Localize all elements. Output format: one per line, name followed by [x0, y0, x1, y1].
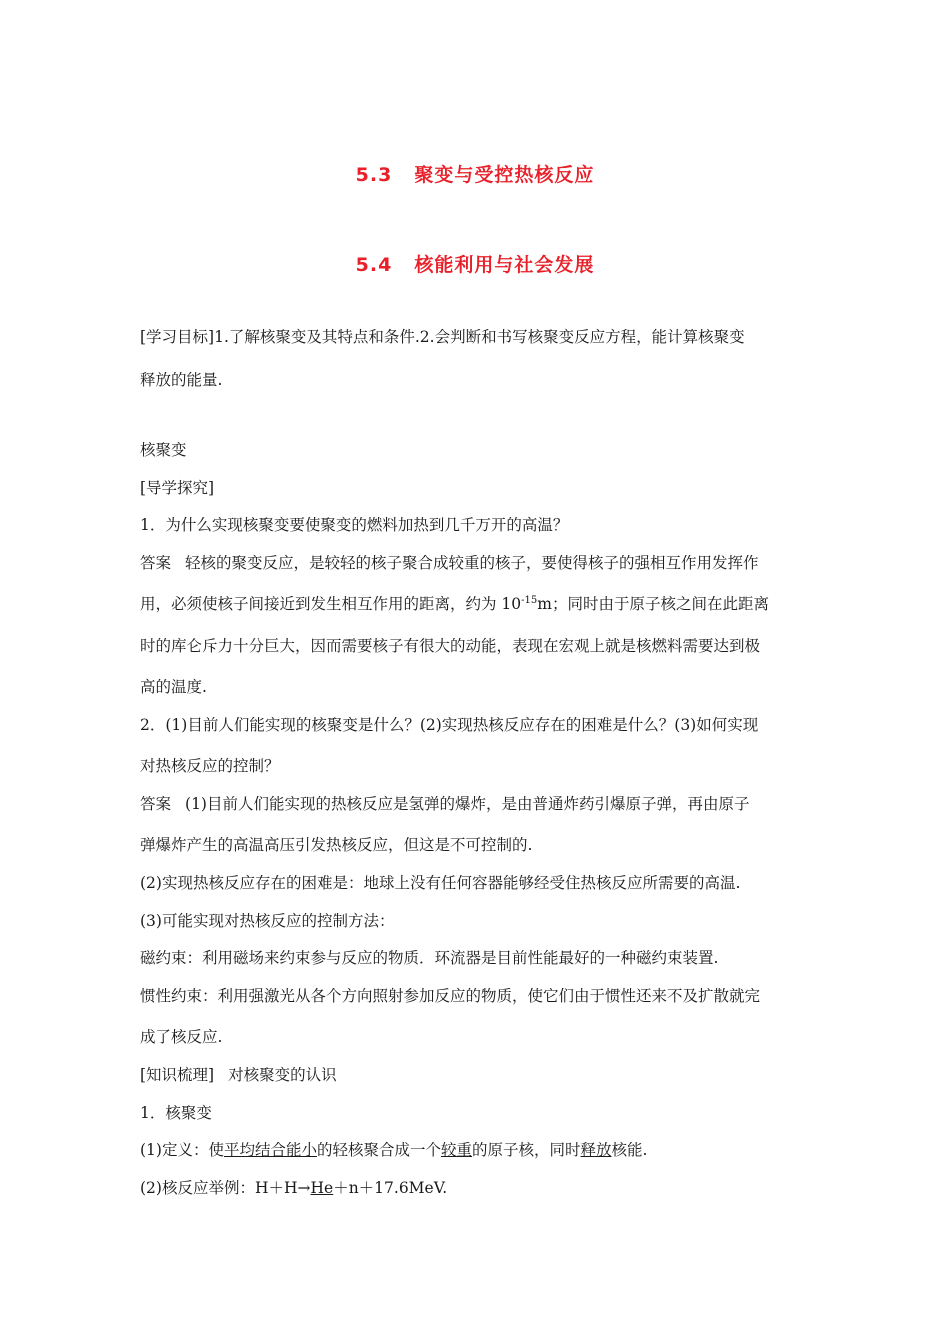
answer-2-line-7: 成了核反应. [140, 1028, 223, 1046]
objectives-line-2: 释放的能量. [140, 371, 223, 389]
blank-answer: 较重 [441, 1141, 473, 1159]
answer-1-line-4: 高的温度. [140, 678, 207, 696]
answer-2-line-2: 弹爆炸产生的高温高压引发热核反应，但这是不可控制的. [140, 836, 533, 854]
knowledge-heading: [知识梳理] 对核聚变的认识 [140, 1066, 337, 1084]
answer-label: 答案 [140, 554, 172, 572]
objectives-line-1: [学习目标]1.了解核聚变及其特点和条件.2.会判断和书写核聚变反应方程，能计算核聚变 [140, 328, 745, 346]
fusion-definition: (1)定义：使平均结合能小的轻核聚合成一个较重的原子核，同时释放核能. [140, 1141, 648, 1159]
section-heading: 核聚变 [140, 441, 187, 459]
question-1: 1．为什么实现核聚变要使聚变的燃料加热到几千万开的高温？ [140, 516, 569, 534]
answer-2-line-6: 惯性约束：利用强激光从各个方向照射参加反应的物质，使它们由于惯性还来不及扩散就完 [140, 987, 761, 1005]
title-text: 聚变与受控热核反应 [414, 164, 595, 186]
section-title-5-4 [0, 250, 950, 277]
title-number: 5.3 [355, 164, 393, 186]
title-text: 核能利用与社会发展 [414, 254, 595, 276]
answer-2-line-5: 磁约束：利用磁场来约束参与反应的物质．环流器是目前性能最好的一种磁约束装置. [140, 949, 719, 967]
blank-answer: He [310, 1179, 334, 1197]
section-title-5-3 [0, 160, 950, 187]
blank-answer: 平均结合能小 [223, 1141, 317, 1159]
answer-2-line-1: 答案 (1)目前人们能实现的热核反应是氢弹的爆炸，是由普通炸药引爆原子弹，再由原子 [140, 795, 750, 813]
exponent: -15 [521, 595, 538, 606]
title-number: 5.4 [355, 254, 393, 276]
answer-2-line-4: (3)可能实现对热核反应的控制方法： [140, 912, 395, 930]
blank-answer: 释放 [580, 1141, 612, 1159]
answer-2-line-3: (2)实现热核反应存在的困难是：地球上没有任何容器能够经受住热核反应所需要的高温. [140, 874, 741, 892]
question-2-line-1: 2．(1)目前人们能实现的核聚变是什么？(2)实现热核反应存在的困难是什么？(3)如何实现 [140, 716, 759, 734]
fusion-example: (2)核反应举例：H＋H→He＋n＋17.6MeV. [140, 1179, 448, 1197]
question-2-line-2: 对热核反应的控制？ [140, 757, 280, 775]
guide-label: [导学探究] [140, 479, 215, 497]
answer-1-line-2: 用，必须使核子间接近到发生相互作用的距离，约为 $10^{-15}m$；同时由于原子核之间在此距离 [140, 595, 769, 613]
answer-label: 答案 [140, 795, 172, 813]
answer-1-line-3: 时的库仑斥力十分巨大，因而需要核子有很大的动能，表现在宏观上就是核燃料需要达到极 [140, 637, 761, 655]
answer-1-line-1: 答案 轻核的聚变反应，是较轻的核子聚合成较重的核子，要使得核子的强相互作用发挥作 [140, 554, 759, 572]
knowledge-item-1: 1．核聚变 [140, 1104, 212, 1122]
